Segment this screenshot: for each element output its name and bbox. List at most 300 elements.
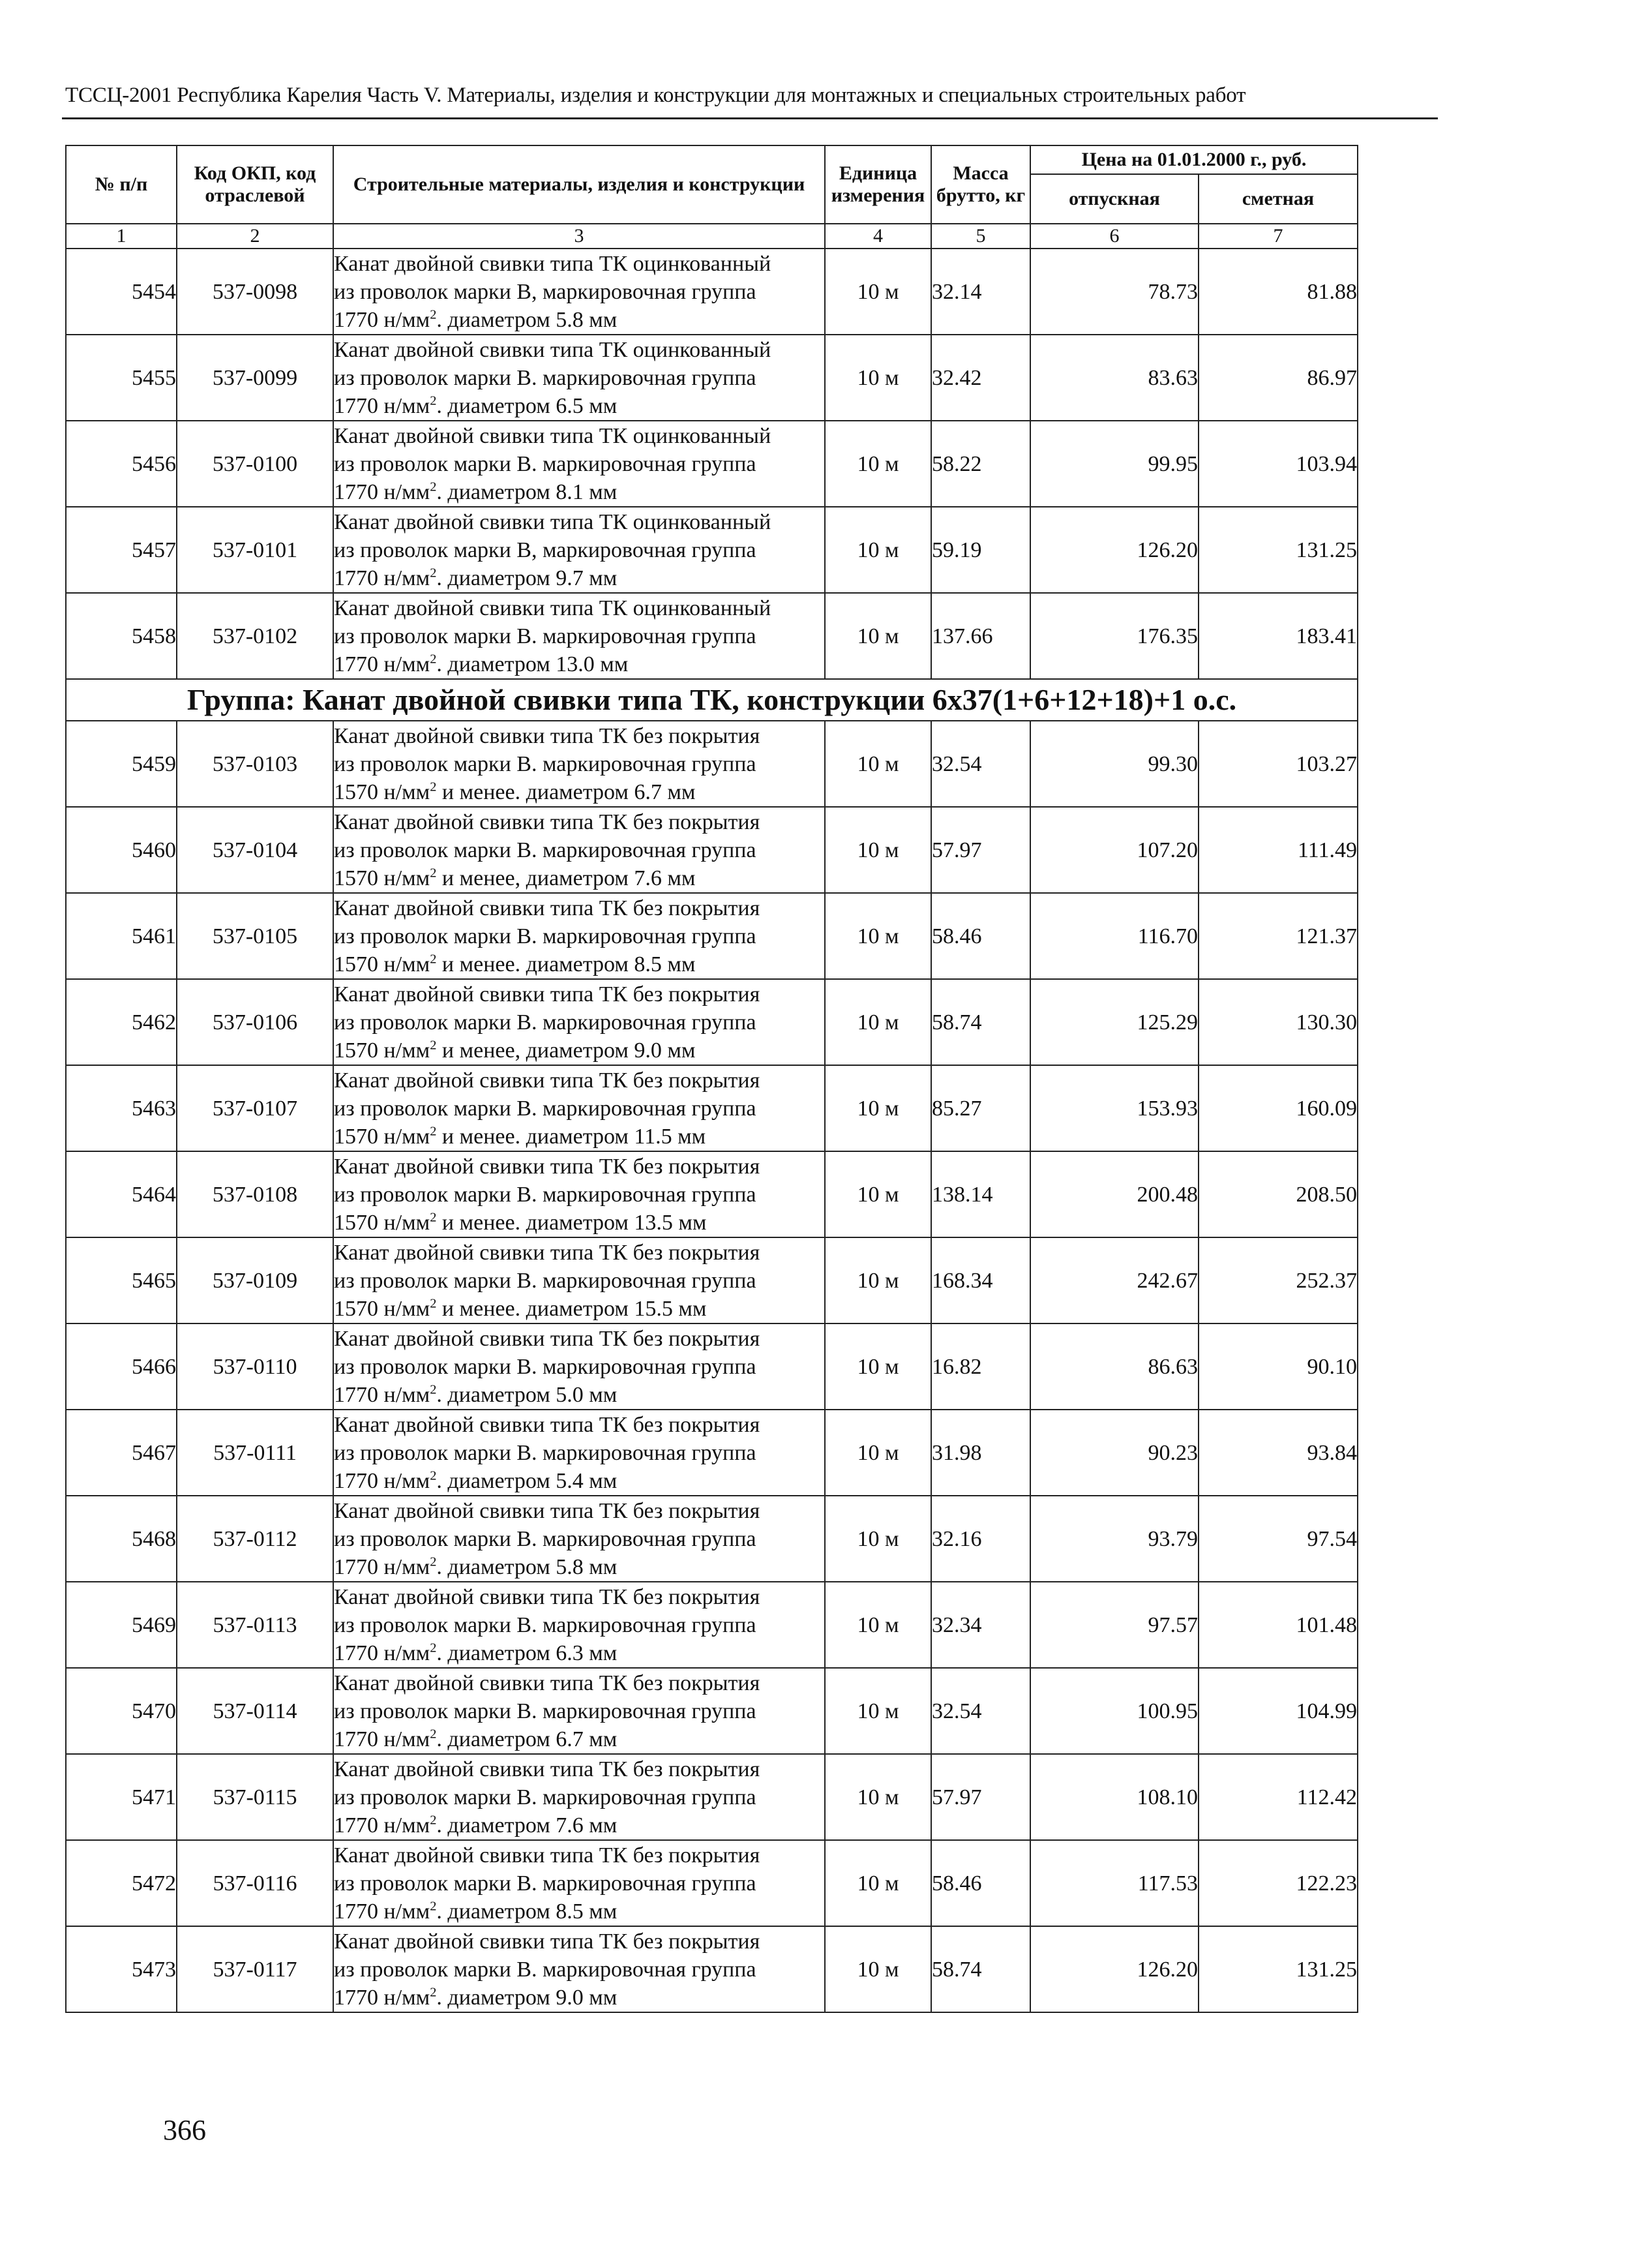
- row-number: 5469: [66, 1582, 177, 1668]
- description-line: из проволок марки В. маркировочная группа: [334, 1010, 756, 1035]
- description-line: из проволок марки В. маркировочная группа: [334, 1182, 756, 1207]
- squared-superscript: 2: [430, 1554, 437, 1569]
- description-line: из проволок марки В. маркировочная группа: [334, 838, 756, 862]
- diameter-text: . диаметром 6.5 мм: [436, 393, 618, 418]
- okp-code: 537-0106: [177, 979, 333, 1065]
- header-rule: [62, 117, 1438, 119]
- release-price: 99.95: [1030, 421, 1199, 507]
- row-number: 5460: [66, 807, 177, 893]
- description-line: Канат двойной свивки типа ТК без покрытия: [334, 1154, 760, 1179]
- col-header-price: Цена на 01.01.2000 г., руб.: [1030, 145, 1358, 174]
- okp-code: 537-0114: [177, 1668, 333, 1754]
- material-description: [333, 1323, 825, 1410]
- diameter-text: и менее, диаметром 7.6 мм: [436, 866, 696, 890]
- release-price: 90.23: [1030, 1410, 1199, 1496]
- unit: 10 м: [825, 593, 931, 679]
- material-description: [333, 249, 825, 335]
- gross-mass: 32.54: [931, 721, 1030, 807]
- release-price: 97.57: [1030, 1582, 1199, 1668]
- material-description: [333, 1754, 825, 1840]
- squared-superscript: 2: [430, 779, 437, 794]
- strength-value: 1570 н/мм: [334, 1296, 430, 1321]
- material-description: [333, 1410, 825, 1496]
- row-number: 5462: [66, 979, 177, 1065]
- diameter-text: . диаметром 5.0 мм: [436, 1382, 618, 1407]
- column-number: 6: [1030, 224, 1199, 249]
- description-line: из проволок марки В. маркировочная группа: [334, 1440, 756, 1465]
- diameter-text: и менее. диаметром 11.5 мм: [436, 1124, 706, 1149]
- description-line: [334, 1639, 824, 1667]
- unit: 10 м: [825, 1582, 931, 1668]
- col-header-desc: Строительные материалы, изделия и конструкции: [333, 145, 825, 224]
- estimate-price: 252.37: [1199, 1237, 1358, 1323]
- description-line: из проволок марки В. маркировочная группа: [334, 1785, 756, 1809]
- column-number: 5: [931, 224, 1030, 249]
- description-line: из проволок марки В. маркировочная группа: [334, 1871, 756, 1896]
- strength-value: 1770 н/мм: [334, 1468, 430, 1493]
- strength-value: 1770 н/мм: [334, 652, 430, 676]
- row-number: 5471: [66, 1754, 177, 1840]
- okp-code: 537-0104: [177, 807, 333, 893]
- description-line: Канат двойной свивки типа ТК без покрытия: [334, 1240, 760, 1265]
- okp-code: 537-0112: [177, 1496, 333, 1582]
- table-row: [66, 1237, 1358, 1323]
- diameter-text: и менее. диаметром 15.5 мм: [436, 1296, 707, 1321]
- table-row: [66, 1410, 1358, 1496]
- description-line: Канат двойной свивки типа ТК без покрытия: [334, 1326, 760, 1351]
- diameter-text: . диаметром 13.0 мм: [436, 652, 629, 676]
- gross-mass: 137.66: [931, 593, 1030, 679]
- description-line: [334, 1295, 824, 1323]
- squared-superscript: 2: [430, 1382, 437, 1397]
- squared-superscript: 2: [430, 652, 437, 667]
- description-line: [334, 1467, 824, 1495]
- column-number: 2: [177, 224, 333, 249]
- squared-superscript: 2: [430, 866, 437, 881]
- okp-code: 537-0107: [177, 1065, 333, 1151]
- description-line: [334, 1381, 824, 1409]
- gross-mass: 58.46: [931, 1840, 1030, 1926]
- estimate-price: 122.23: [1199, 1840, 1358, 1926]
- group-title: Группа: Канат двойной свивки типа ТК, конструкции 6х37(1+6+12+18)+1 о.с.: [66, 679, 1358, 721]
- release-price: 99.30: [1030, 721, 1199, 807]
- estimate-price: 111.49: [1199, 807, 1358, 893]
- description-line: из проволок марки В. маркировочная группа: [334, 365, 756, 390]
- material-description: [333, 1926, 825, 2012]
- okp-code: 537-0100: [177, 421, 333, 507]
- row-number: 5461: [66, 893, 177, 979]
- table-row: [66, 1323, 1358, 1410]
- diameter-text: . диаметром 8.5 мм: [436, 1899, 618, 1924]
- gross-mass: 31.98: [931, 1410, 1030, 1496]
- material-description: [333, 721, 825, 807]
- table-row: [66, 1668, 1358, 1754]
- squared-superscript: 2: [430, 1296, 437, 1311]
- material-description: [333, 593, 825, 679]
- release-price: 200.48: [1030, 1151, 1199, 1237]
- diameter-text: и менее. диаметром 6.7 мм: [436, 779, 696, 804]
- material-description: [333, 1065, 825, 1151]
- unit: 10 м: [825, 421, 931, 507]
- estimate-price: 103.94: [1199, 421, 1358, 507]
- estimate-price: 86.97: [1199, 335, 1358, 421]
- row-number: 5470: [66, 1668, 177, 1754]
- material-description: [333, 335, 825, 421]
- description-line: [334, 564, 824, 592]
- strength-value: 1570 н/мм: [334, 779, 430, 804]
- squared-superscript: 2: [430, 393, 437, 408]
- row-number: 5466: [66, 1323, 177, 1410]
- row-number: 5454: [66, 249, 177, 335]
- col-header-code: Код ОКП, код отраслевой: [177, 145, 333, 224]
- squared-superscript: 2: [430, 1727, 437, 1742]
- description-line: [334, 478, 824, 506]
- unit: 10 м: [825, 1410, 931, 1496]
- description-line: Канат двойной свивки типа ТК без покрытия: [334, 1068, 760, 1093]
- estimate-price: 103.27: [1199, 721, 1358, 807]
- table-row: [66, 1926, 1358, 2012]
- squared-superscript: 2: [430, 1038, 437, 1053]
- unit: 10 м: [825, 1926, 931, 2012]
- squared-superscript: 2: [430, 566, 437, 581]
- diameter-text: . диаметром 5.8 мм: [436, 307, 618, 332]
- description-line: [334, 864, 824, 892]
- description-line: из проволок марки В. маркировочная группа: [334, 1699, 756, 1723]
- column-numbers-row: [66, 224, 1358, 249]
- description-line: из проволок марки В. маркировочная группа: [334, 1354, 756, 1379]
- release-price: 176.35: [1030, 593, 1199, 679]
- description-line: из проволок марки В. маркировочная группа: [334, 751, 756, 776]
- okp-code: 537-0102: [177, 593, 333, 679]
- squared-superscript: 2: [430, 479, 437, 494]
- material-description: [333, 1840, 825, 1926]
- gross-mass: 85.27: [931, 1065, 1030, 1151]
- unit: 10 м: [825, 979, 931, 1065]
- description-line: из проволок марки В, маркировочная группа: [334, 537, 756, 562]
- description-line: Канат двойной свивки типа ТК без покрытия: [334, 809, 760, 834]
- gross-mass: 168.34: [931, 1237, 1030, 1323]
- strength-value: 1770 н/мм: [334, 479, 430, 504]
- description-line: Канат двойной свивки типа ТК без покрытия: [334, 982, 760, 1006]
- description-line: из проволок марки В. маркировочная группа: [334, 1612, 756, 1637]
- diameter-text: . диаметром 6.7 мм: [436, 1727, 618, 1751]
- estimate-price: 131.25: [1199, 1926, 1358, 2012]
- unit: 10 м: [825, 1754, 931, 1840]
- column-number: 7: [1199, 224, 1358, 249]
- unit: 10 м: [825, 1237, 931, 1323]
- strength-value: 1770 н/мм: [334, 1813, 430, 1837]
- strength-value: 1570 н/мм: [334, 1124, 430, 1149]
- estimate-price: 97.54: [1199, 1496, 1358, 1582]
- gross-mass: 58.74: [931, 1926, 1030, 2012]
- diameter-text: и менее, диаметром 9.0 мм: [436, 1038, 696, 1063]
- description-line: Канат двойной свивки типа ТК без покрытия: [334, 1412, 760, 1437]
- squared-superscript: 2: [430, 1468, 437, 1483]
- strength-value: 1770 н/мм: [334, 1641, 430, 1665]
- gross-mass: 57.97: [931, 1754, 1030, 1840]
- strength-value: 1770 н/мм: [334, 566, 430, 590]
- release-price: 93.79: [1030, 1496, 1199, 1582]
- table-row: [66, 335, 1358, 421]
- diameter-text: . диаметром 7.6 мм: [436, 1813, 618, 1837]
- description-line: из проволок марки В. маркировочная группа: [334, 1957, 756, 1982]
- diameter-text: . диаметром 8.1 мм: [436, 479, 618, 504]
- description-line: Канат двойной свивки типа ТК без покрытия: [334, 1929, 760, 1954]
- unit: 10 м: [825, 507, 931, 593]
- gross-mass: 32.54: [931, 1668, 1030, 1754]
- material-description: [333, 979, 825, 1065]
- strength-value: 1570 н/мм: [334, 1038, 430, 1063]
- release-price: 78.73: [1030, 249, 1199, 335]
- release-price: 83.63: [1030, 335, 1199, 421]
- table-row: [66, 1065, 1358, 1151]
- description-line: Канат двойной свивки типа ТК без покрытия: [334, 1584, 760, 1609]
- row-number: 5455: [66, 335, 177, 421]
- description-line: из проволок марки В. маркировочная группа: [334, 1526, 756, 1551]
- description-line: Канат двойной свивки типа ТК оцинкованный: [334, 596, 771, 620]
- table-row: [66, 893, 1358, 979]
- diameter-text: . диаметром 9.7 мм: [436, 566, 618, 590]
- description-line: [334, 1725, 824, 1753]
- unit: 10 м: [825, 1323, 931, 1410]
- gross-mass: 16.82: [931, 1323, 1030, 1410]
- okp-code: 537-0113: [177, 1582, 333, 1668]
- unit: 10 м: [825, 1151, 931, 1237]
- row-number: 5457: [66, 507, 177, 593]
- description-line: из проволок марки В, маркировочная группа: [334, 279, 756, 304]
- material-description: [333, 1496, 825, 1582]
- col-header-num: № п/п: [66, 145, 177, 224]
- estimate-price: 112.42: [1199, 1754, 1358, 1840]
- material-description: [333, 807, 825, 893]
- description-line: Канат двойной свивки типа ТК без покрытия: [334, 896, 760, 920]
- description-line: [334, 1898, 824, 1926]
- okp-code: 537-0098: [177, 249, 333, 335]
- estimate-price: 131.25: [1199, 507, 1358, 593]
- release-price: 242.67: [1030, 1237, 1199, 1323]
- material-description: [333, 1582, 825, 1668]
- estimate-price: 183.41: [1199, 593, 1358, 679]
- col-header-unit: Единица измерения: [825, 145, 931, 224]
- column-number: 3: [333, 224, 825, 249]
- description-line: Канат двойной свивки типа ТК без покрытия: [334, 1498, 760, 1523]
- estimate-price: 90.10: [1199, 1323, 1358, 1410]
- release-price: 100.95: [1030, 1668, 1199, 1754]
- row-number: 5463: [66, 1065, 177, 1151]
- release-price: 125.29: [1030, 979, 1199, 1065]
- row-number: 5467: [66, 1410, 177, 1496]
- description-line: [334, 392, 824, 420]
- release-price: 116.70: [1030, 893, 1199, 979]
- gross-mass: 32.34: [931, 1582, 1030, 1668]
- description-line: Канат двойной свивки типа ТК оцинкованный: [334, 509, 771, 534]
- table-row: [66, 249, 1358, 335]
- col-header-price-estimate: сметная: [1199, 174, 1358, 224]
- gross-mass: 59.19: [931, 507, 1030, 593]
- description-line: [334, 1036, 824, 1065]
- release-price: 86.63: [1030, 1323, 1199, 1410]
- table-row: [66, 507, 1358, 593]
- diameter-text: . диаметром 9.0 мм: [436, 1985, 618, 2010]
- material-description: [333, 893, 825, 979]
- page-number: 366: [163, 2114, 206, 2146]
- material-description: [333, 1151, 825, 1237]
- diameter-text: . диаметром 5.8 мм: [436, 1554, 618, 1579]
- table-row: [66, 593, 1358, 679]
- row-number: 5456: [66, 421, 177, 507]
- description-line: [334, 306, 824, 334]
- estimate-price: 130.30: [1199, 979, 1358, 1065]
- column-number: 1: [66, 224, 177, 249]
- description-line: [334, 778, 824, 806]
- unit: 10 м: [825, 1840, 931, 1926]
- strength-value: 1770 н/мм: [334, 1985, 430, 2010]
- unit: 10 м: [825, 721, 931, 807]
- strength-value: 1770 н/мм: [334, 393, 430, 418]
- okp-code: 537-0110: [177, 1323, 333, 1410]
- description-line: [334, 1811, 824, 1839]
- okp-code: 537-0105: [177, 893, 333, 979]
- estimate-price: 160.09: [1199, 1065, 1358, 1151]
- running-header: ТССЦ-2001 Республика Карелия Часть V. Материалы, изделия и конструкции для монтажных и специальных строительных работ: [65, 83, 1246, 107]
- description-line: из проволок марки В. маркировочная группа: [334, 1096, 756, 1121]
- description-line: [334, 1984, 824, 2012]
- gross-mass: 57.97: [931, 807, 1030, 893]
- okp-code: 537-0103: [177, 721, 333, 807]
- strength-value: 1570 н/мм: [334, 1210, 430, 1235]
- estimate-price: 104.99: [1199, 1668, 1358, 1754]
- okp-code: 537-0109: [177, 1237, 333, 1323]
- gross-mass: 32.16: [931, 1496, 1030, 1582]
- description-line: Канат двойной свивки типа ТК оцинкованный: [334, 337, 771, 362]
- okp-code: 537-0101: [177, 507, 333, 593]
- strength-value: 1770 н/мм: [334, 307, 430, 332]
- material-description: [333, 1237, 825, 1323]
- diameter-text: . диаметром 5.4 мм: [436, 1468, 618, 1493]
- table-row: [66, 421, 1358, 507]
- squared-superscript: 2: [430, 307, 437, 322]
- row-number: 5468: [66, 1496, 177, 1582]
- squared-superscript: 2: [430, 1813, 437, 1828]
- strength-value: 1570 н/мм: [334, 866, 430, 890]
- unit: 10 м: [825, 335, 931, 421]
- strength-value: 1770 н/мм: [334, 1554, 430, 1579]
- release-price: 117.53: [1030, 1840, 1199, 1926]
- estimate-price: 81.88: [1199, 249, 1358, 335]
- strength-value: 1570 н/мм: [334, 952, 430, 976]
- estimate-price: 93.84: [1199, 1410, 1358, 1496]
- description-line: [334, 1123, 824, 1151]
- description-line: из проволок марки В. маркировочная группа: [334, 1268, 756, 1293]
- material-description: [333, 421, 825, 507]
- gross-mass: 138.14: [931, 1151, 1030, 1237]
- description-line: из проволок марки В. маркировочная группа: [334, 451, 756, 476]
- gross-mass: 58.74: [931, 979, 1030, 1065]
- col-header-mass: Масса брутто, кг: [931, 145, 1030, 224]
- description-line: из проволок марки В. маркировочная группа: [334, 924, 756, 948]
- squared-superscript: 2: [430, 1124, 437, 1139]
- okp-code: 537-0116: [177, 1840, 333, 1926]
- diameter-text: . диаметром 6.3 мм: [436, 1641, 618, 1665]
- unit: 10 м: [825, 1065, 931, 1151]
- row-number: 5465: [66, 1237, 177, 1323]
- description-line: [334, 1553, 824, 1581]
- description-line: [334, 950, 824, 978]
- squared-superscript: 2: [430, 1899, 437, 1914]
- gross-mass: 32.42: [931, 335, 1030, 421]
- row-number: 5459: [66, 721, 177, 807]
- description-line: Канат двойной свивки типа ТК оцинкованный: [334, 251, 771, 276]
- estimate-price: 121.37: [1199, 893, 1358, 979]
- material-description: [333, 1668, 825, 1754]
- release-price: 126.20: [1030, 1926, 1199, 2012]
- description-line: Канат двойной свивки типа ТК без покрытия: [334, 1843, 760, 1867]
- unit: 10 м: [825, 807, 931, 893]
- unit: 10 м: [825, 893, 931, 979]
- strength-value: 1770 н/мм: [334, 1382, 430, 1407]
- release-price: 108.10: [1030, 1754, 1199, 1840]
- gross-mass: 58.46: [931, 893, 1030, 979]
- estimate-price: 101.48: [1199, 1582, 1358, 1668]
- diameter-text: и менее. диаметром 8.5 мм: [436, 952, 696, 976]
- squared-superscript: 2: [430, 952, 437, 967]
- table-row: [66, 721, 1358, 807]
- material-description: [333, 507, 825, 593]
- release-price: 126.20: [1030, 507, 1199, 593]
- okp-code: 537-0115: [177, 1754, 333, 1840]
- strength-value: 1770 н/мм: [334, 1899, 430, 1924]
- okp-code: 537-0099: [177, 335, 333, 421]
- release-price: 153.93: [1030, 1065, 1199, 1151]
- table-row: [66, 1496, 1358, 1582]
- unit: 10 м: [825, 1496, 931, 1582]
- group-row: [66, 679, 1358, 721]
- description-line: [334, 650, 824, 678]
- row-number: 5472: [66, 1840, 177, 1926]
- squared-superscript: 2: [430, 1641, 437, 1656]
- description-line: Канат двойной свивки типа ТК оцинкованный: [334, 423, 771, 448]
- gross-mass: 32.14: [931, 249, 1030, 335]
- description-line: Канат двойной свивки типа ТК без покрытия: [334, 1757, 760, 1781]
- okp-code: 537-0111: [177, 1410, 333, 1496]
- table-row: [66, 1840, 1358, 1926]
- table-row: [66, 1754, 1358, 1840]
- estimate-price: 208.50: [1199, 1151, 1358, 1237]
- squared-superscript: 2: [430, 1985, 437, 2000]
- strength-value: 1770 н/мм: [334, 1727, 430, 1751]
- okp-code: 537-0117: [177, 1926, 333, 2012]
- row-number: 5473: [66, 1926, 177, 2012]
- release-price: 107.20: [1030, 807, 1199, 893]
- description-line: [334, 1209, 824, 1237]
- col-header-price-release: отпускная: [1030, 174, 1199, 224]
- okp-code: 537-0108: [177, 1151, 333, 1237]
- column-number: 4: [825, 224, 931, 249]
- table-row: [66, 1582, 1358, 1668]
- description-line: Канат двойной свивки типа ТК без покрытия: [334, 1671, 760, 1695]
- description-line: Канат двойной свивки типа ТК без покрытия: [334, 723, 760, 748]
- table-row: [66, 807, 1358, 893]
- table-row: [66, 1151, 1358, 1237]
- squared-superscript: 2: [430, 1210, 437, 1225]
- gross-mass: 58.22: [931, 421, 1030, 507]
- unit: 10 м: [825, 1668, 931, 1754]
- diameter-text: и менее. диаметром 13.5 мм: [436, 1210, 707, 1235]
- row-number: 5458: [66, 593, 177, 679]
- table-row: [66, 979, 1358, 1065]
- unit: 10 м: [825, 249, 931, 335]
- row-number: 5464: [66, 1151, 177, 1237]
